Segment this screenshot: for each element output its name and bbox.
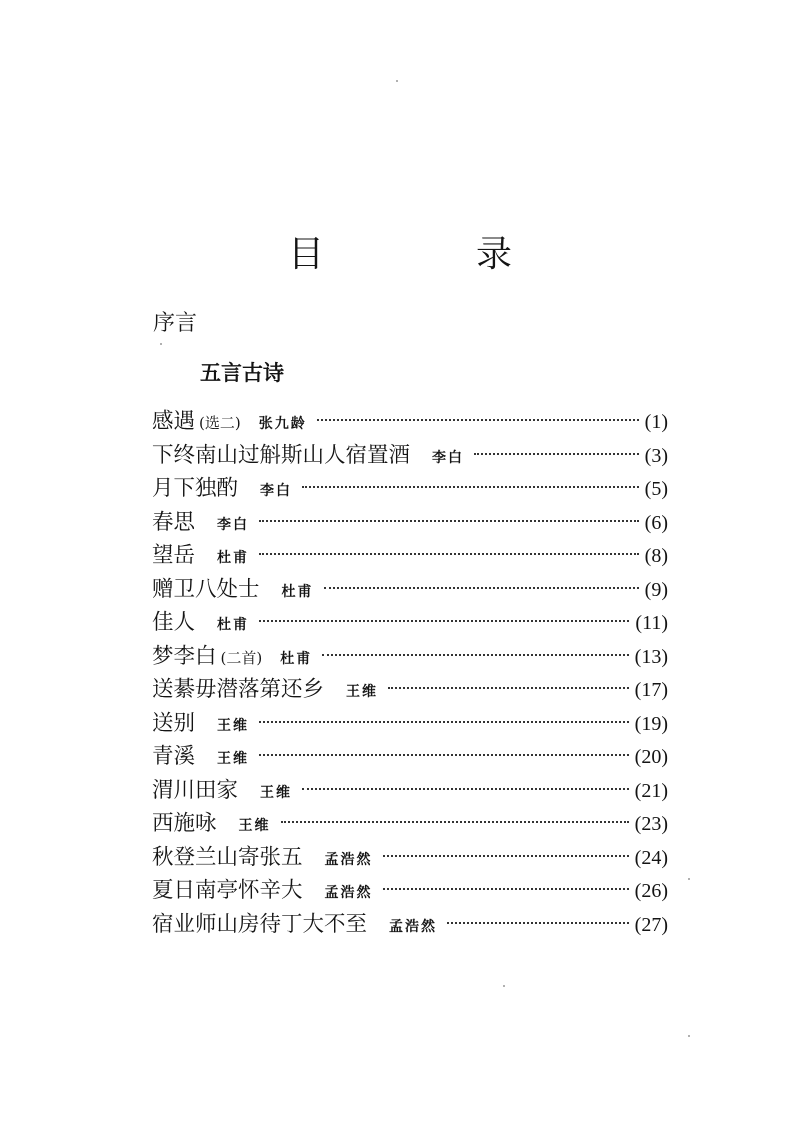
entry-author: 孟浩然 (324, 885, 373, 901)
entry-page: (6) (644, 511, 668, 534)
entry-title: 渭川田家 (152, 777, 239, 803)
toc-entry (152, 539, 668, 573)
entry-title: 下终南山过斛斯山人宿置酒 (152, 442, 411, 468)
entry-author: 杜甫 (217, 550, 250, 566)
entry-title: 秋登兰山寄张五 (152, 844, 303, 870)
entry-author: 张九龄 (258, 416, 307, 432)
scan-speck (688, 878, 690, 880)
entry-title: 望岳 (152, 543, 196, 568)
dot-leader (302, 788, 629, 790)
entry-title: 春思 (152, 509, 196, 535)
dot-leader (388, 687, 629, 689)
scan-speck (688, 1035, 690, 1037)
entry-page: (17) (634, 679, 668, 701)
entry-author: 王维 (238, 818, 271, 834)
dot-leader (259, 520, 639, 522)
dot-leader (383, 855, 629, 857)
entry-page: (21) (634, 779, 668, 802)
toc-entry (152, 707, 668, 741)
entry-author: 李白 (260, 483, 293, 499)
dot-leader (317, 419, 639, 421)
dot-leader (281, 821, 629, 823)
toc-entry (152, 673, 668, 707)
entry-note: (二首) (220, 648, 263, 667)
entry-page: (24) (634, 846, 668, 869)
entry-page: (3) (644, 444, 668, 467)
entry-author: 王维 (217, 717, 250, 734)
entry-author: 王维 (217, 751, 250, 767)
toc-entry (152, 740, 668, 774)
entry-author: 李白 (432, 449, 465, 466)
dot-leader (259, 620, 629, 622)
dot-leader (259, 553, 639, 555)
dot-leader (259, 754, 629, 756)
entry-author: 孟浩然 (324, 851, 373, 868)
entry-page: (27) (634, 913, 668, 936)
entry-note: (选二) (199, 414, 241, 432)
entry-page: (9) (644, 578, 668, 601)
entry-author: 杜甫 (217, 617, 250, 633)
entry-page: (19) (634, 712, 668, 735)
toc-entry (152, 506, 668, 540)
entry-author: 杜甫 (280, 650, 313, 667)
scan-speck (503, 985, 505, 987)
entry-title: 赠卫八处士 (152, 576, 260, 602)
dot-leader (324, 587, 639, 589)
toc-entry (152, 573, 668, 607)
toc-entry (152, 472, 668, 506)
entry-title: 宿业师山房待丁大不至 (152, 911, 368, 937)
scan-speck (160, 343, 162, 345)
table-of-contents (152, 405, 668, 941)
entry-page: (20) (634, 746, 668, 768)
entry-title: 月下独酌 (152, 476, 239, 501)
entry-author: 孟浩然 (389, 918, 438, 935)
entry-title: 送别 (152, 710, 196, 736)
entry-title: 佳人 (152, 610, 196, 635)
entry-author: 杜甫 (281, 583, 314, 600)
entry-page: (23) (634, 813, 668, 835)
toc-entry (152, 405, 668, 439)
entry-title: 夏日南亭怀辛大 (152, 878, 303, 903)
entry-title: 感遇 (152, 409, 196, 434)
dot-leader (322, 654, 628, 656)
toc-entry (152, 606, 668, 640)
entry-page: (5) (644, 478, 668, 500)
dot-leader (383, 888, 629, 890)
entry-page: (8) (644, 545, 668, 567)
entry-author: 李白 (217, 516, 250, 533)
preface-heading: 序言 (153, 311, 198, 336)
toc-entry (152, 841, 668, 875)
entry-title: 梦李白 (152, 643, 217, 669)
dot-leader (447, 922, 629, 924)
section-heading: 五言古诗 (200, 361, 284, 385)
entry-page: (13) (634, 645, 668, 668)
toc-entry (152, 874, 668, 908)
entry-title: 西施咏 (152, 811, 217, 836)
toc-entry (152, 439, 668, 473)
entry-author: 王维 (260, 784, 293, 801)
page-title: 目 录 (287, 234, 570, 275)
dot-leader (259, 721, 629, 723)
toc-entry (152, 774, 668, 808)
toc-entry (152, 908, 668, 942)
entry-author: 王维 (346, 684, 379, 700)
entry-page: (11) (635, 612, 668, 634)
dot-leader (302, 486, 639, 488)
dot-leader (474, 453, 639, 455)
scan-speck (396, 80, 398, 82)
entry-title: 青溪 (152, 744, 196, 769)
toc-entry (152, 807, 668, 841)
entry-page: (26) (634, 880, 668, 902)
entry-title: 送綦毋潜落第还乡 (152, 677, 325, 702)
toc-entry (152, 640, 668, 674)
entry-page: (1) (644, 411, 668, 433)
